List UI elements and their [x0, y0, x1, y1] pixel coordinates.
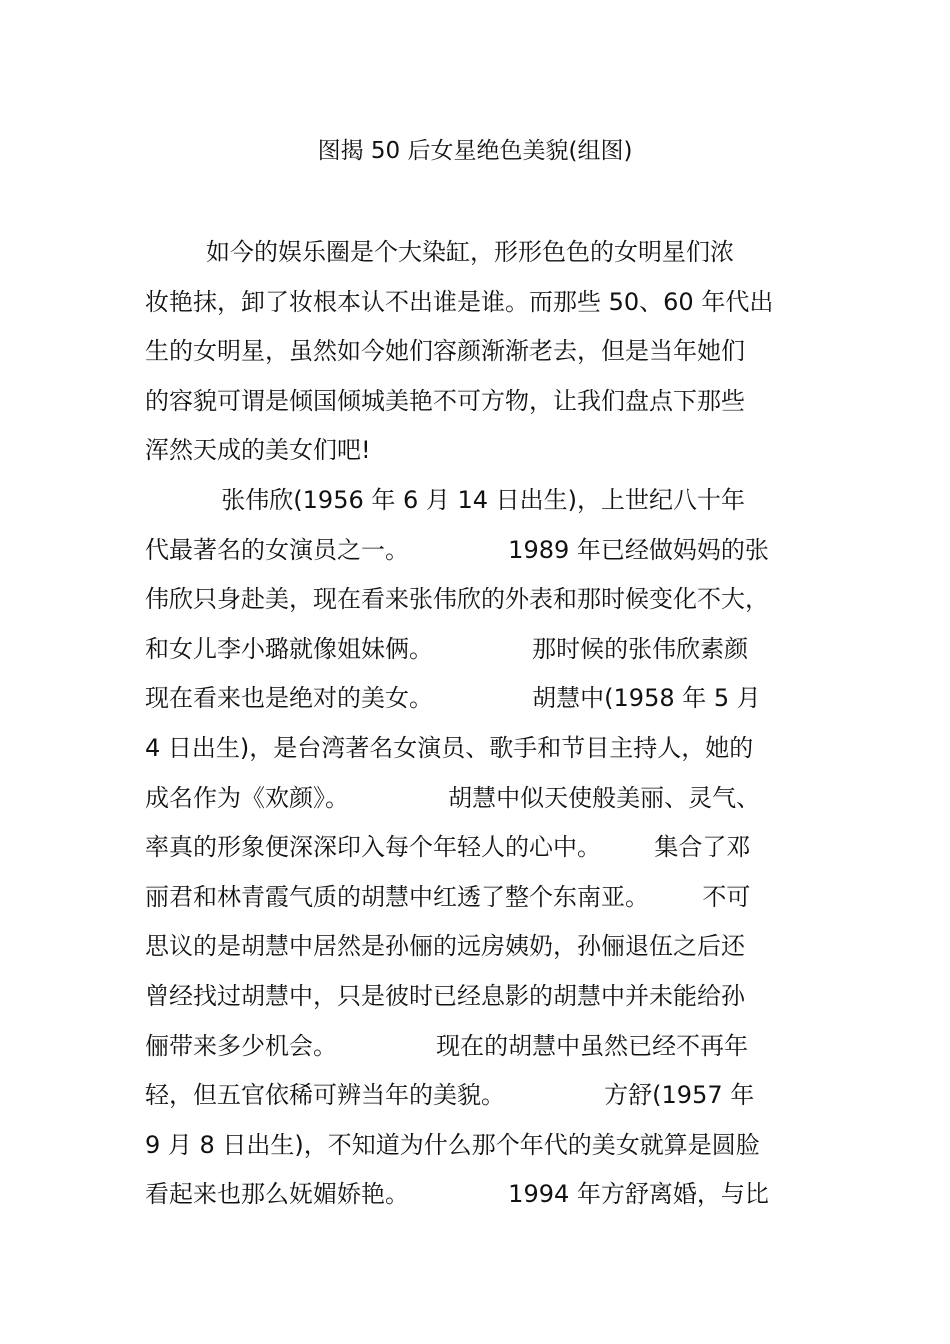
text-line: 9 月 8 日出生)，不知道为什么那个年代的美女就算是圆脸 — [145, 1130, 760, 1159]
text-line: 伟欣只身赴美，现在看来张伟欣的外表和那时候变化不大， — [145, 585, 769, 614]
text-line: 代最著名的女演员之一。 1989 年已经做妈妈的张 — [145, 535, 769, 564]
text-line: 丽君和林青霞气质的胡慧中红透了整个东南亚。 不可 — [145, 882, 751, 911]
text-line: 轻，但五官依稀可辨当年的美貌。 方舒(1957 年 — [145, 1081, 755, 1110]
document-title: 图揭 50 后女星绝色美貌(组图) — [317, 138, 633, 164]
text-line: 俪带来多少机会。 现在的胡慧中虽然已经不再年 — [145, 1031, 749, 1060]
text-line: 的容貌可谓是倾国倾城美艳不可方物，让我们盘点下那些 — [145, 386, 745, 415]
text-line: 如今的娱乐圈是个大染缸，形形色色的女明星们浓 — [145, 238, 735, 266]
text-line: 张伟欣(1956 年 6 月 14 日出生)，上世纪八十年 — [145, 485, 746, 514]
document-body — [145, 228, 825, 1220]
text-line: 曾经找过胡慧中，只是彼时已经息影的胡慧中并未能给孙 — [145, 981, 745, 1010]
text-line: 率真的形象便深深印入每个年轻人的心中。 集合了邓 — [145, 833, 751, 862]
text-line: 浑然天成的美女们吧! — [145, 436, 371, 465]
text-line: 妆艳抹，卸了妆根本认不出谁是谁。而那些 50、60 年代出 — [145, 287, 774, 316]
text-line: 和女儿李小璐就像姐妹俩。 那时候的张伟欣素颜 — [145, 634, 749, 663]
text-line: 4 日出生)，是台湾著名女演员、歌手和节目主持人，她的 — [145, 733, 754, 762]
text-line: 成名作为《欢颜》。 胡慧中似天使般美丽、灵气、 — [145, 783, 761, 812]
text-line: 思议的是胡慧中居然是孙俪的远房姨奶，孙俪退伍之后还 — [145, 932, 745, 961]
text-line: 生的女明星，虽然如今她们容颜渐渐老去，但是当年她们 — [145, 337, 745, 366]
text-line: 看起来也那么妩媚娇艳。 1994 年方舒离婚，与比 — [145, 1180, 769, 1209]
text-line: 现在看来也是绝对的美女。 胡慧中(1958 年 5 月 — [145, 684, 761, 713]
